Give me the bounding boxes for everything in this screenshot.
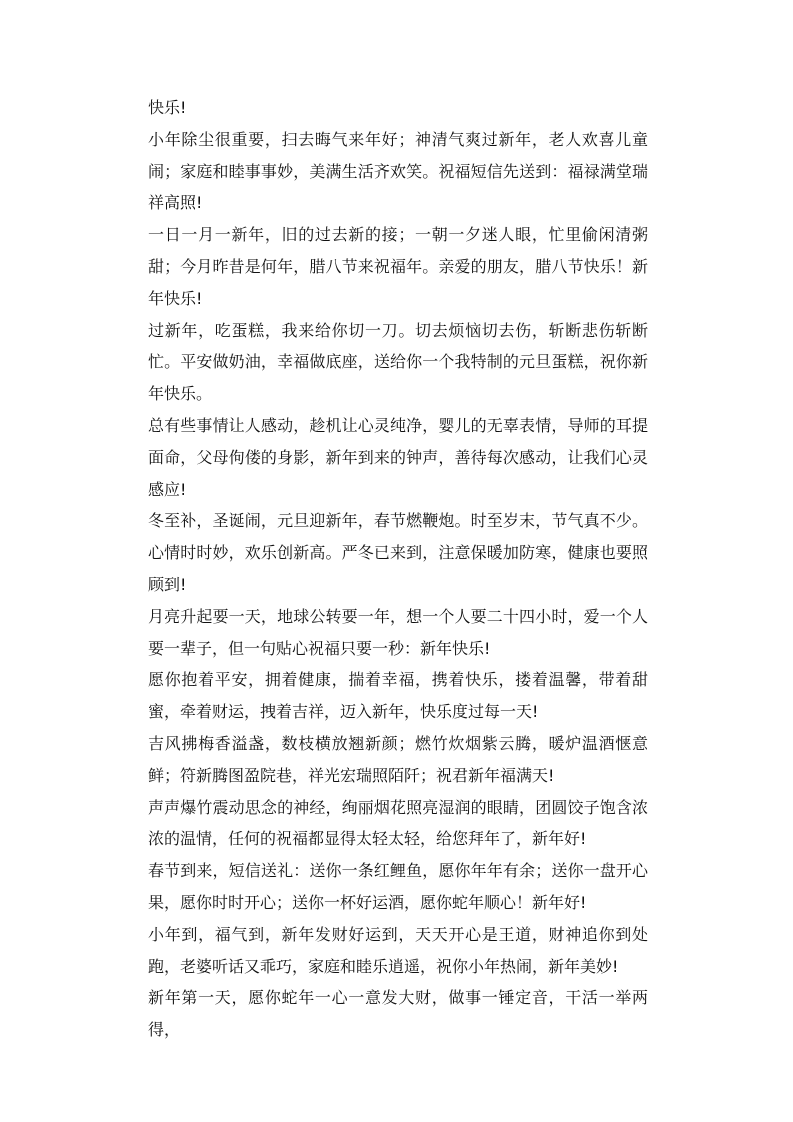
paragraph: 吉风拂梅香溢盏，数枝横放翘新颜；燃竹炊烟紫云腾，暖炉温酒惬意鲜；符新腾图盈院巷，祥光宏瑞照陌阡；祝君新年福满天!: [148, 733, 648, 785]
paragraph: 声声爆竹震动思念的神经，绚丽烟花照亮湿润的眼睛，团圆饺子饱含浓浓的温情，任何的祝福都显得太轻太轻，给您拜年了，新年好!: [148, 797, 648, 849]
paragraph: 愿你抱着平安，拥着健康，揣着幸福，携着快乐，搂着温馨，带着甜蜜，牵着财运，拽着吉祥，迈入新年，快乐度过每一天!: [148, 670, 648, 722]
paragraph: 一日一月一新年，旧的过去新的接；一朝一夕迷人眼，忙里偷闲清粥甜；今月昨昔是何年，腊八节来祝福年。亲爱的朋友，腊八节快乐！新年快乐!: [148, 225, 648, 308]
paragraph: 过新年，吃蛋糕，我来给你切一刀。切去烦恼切去伤，斩断悲伤斩断忙。平安做奶油，幸福做底座，送给你一个我特制的元旦蛋糕，祝你新年快乐。: [148, 320, 648, 404]
paragraph: 月亮升起要一天，地球公转要一年，想一个人要二十四小时，爱一个人要一辈子，但一句贴心祝福只要一秒：新年快乐!: [148, 606, 648, 658]
paragraph: 新年第一天，愿你蛇年一心一意发大财，做事一锤定音，干活一举两得，: [148, 988, 648, 1040]
document-body: [148, 92, 648, 1046]
paragraph: 小年除尘很重要，扫去晦气来年好；神清气爽过新年，老人欢喜儿童闹；家庭和睦事事妙，美满生活齐欢笑。祝福短信先送到：福禄满堂瑞祥高照!: [148, 129, 648, 213]
paragraph: 冬至补，圣诞闹，元旦迎新年，春节燃鞭炮。时至岁末，节气真不少。心情时时妙，欢乐创新高。严冬已来到，注意保暖加防寒，健康也要照顾到!: [148, 511, 648, 594]
paragraph: 春节到来，短信送礼：送你一条红鲤鱼，愿你年年有余；送你一盘开心果，愿你时时开心；送你一杯好运酒，愿你蛇年顺心！新年好!: [148, 861, 648, 912]
paragraph: 快乐!: [148, 98, 187, 117]
paragraph: 总有些事情让人感动，趁机让心灵纯净，婴儿的无辜表情，导师的耳提面命，父母佝偻的身影，新年到来的钟声，善待每次感动，让我们心灵感应!: [148, 415, 648, 499]
paragraph: 小年到，福气到，新年发财好运到，天天开心是王道，财神追你到处跑，老婆听话又乖巧，家庭和睦乐逍遥，祝你小年热闹，新年美妙!: [148, 924, 648, 976]
